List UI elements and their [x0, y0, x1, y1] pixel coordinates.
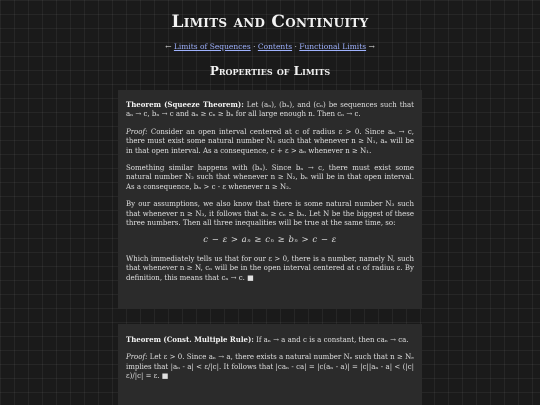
- theorem-text: If aₙ → a and c is a constant, then caₙ → ca.: [253, 336, 409, 344]
- prev-link[interactable]: Limits of Sequences: [173, 42, 251, 51]
- nav-separator: ·: [250, 42, 258, 51]
- proof-paragraph: Something similar happens with (bₙ). Since bₙ → c, there must exist some natural number N₂ such that whenever n ≥ N₂, bₙ will be in that open interval. As a consequence, bₙ > c - ε whenever n ≥ N₂.: [126, 164, 414, 191]
- theorem-statement: [126, 335, 414, 345]
- theorem-statement: [126, 100, 414, 120]
- proof-label: Proof:: [126, 127, 148, 136]
- proof-paragraph: [126, 353, 414, 381]
- proof-label: Proof:: [126, 353, 148, 362]
- contents-link[interactable]: Contents: [257, 42, 293, 51]
- theorem-label: Theorem (Const. Multiple Rule):: [126, 335, 254, 344]
- page-title: Limits and Continuity: [171, 12, 369, 32]
- prev-arrow-icon: ←: [165, 42, 172, 51]
- inequality-display: c − ε > aₙ ≥ cₙ ≥ bₙ > c − ε: [203, 235, 337, 246]
- proof-paragraph: [126, 128, 414, 156]
- proof-text: Let ε > 0. Since aₙ → a, there exists a natural number Nₑ such that n ≥ Nₑ implies that |aₙ - a| < ε/|c|. It follows that |caₙ - ca| = |c(aₙ - a)| = |c||aₙ - a| < (|c|ε)/|c| = ε. ■: [126, 353, 414, 381]
- section-title: Properties of Limits: [209, 64, 331, 78]
- nav-separator: ·: [292, 42, 300, 51]
- theorem-text: Let (aₙ), (bₙ), and (cₙ) be sequences such that aₙ → c, bₙ → c and aₙ ≥ cₙ ≥ bₙ for all large enough n. Then cₙ → c.: [126, 101, 414, 119]
- squeeze-theorem-card: [118, 90, 422, 309]
- next-link[interactable]: Functional Limits: [299, 42, 367, 51]
- next-arrow-icon: →: [368, 42, 375, 51]
- theorem-label: Theorem (Squeeze Theorem):: [126, 100, 244, 109]
- page-navigation: [0, 42, 540, 52]
- proof-paragraph: By our assumptions, we also know that there is some natural number N₃ such that whenever n ≥ N₃, it follows that aₙ ≥ cₙ ≥ bₙ. Let N be the biggest of these three numbers. Then all three inequalities will be true at the same time, so:: [126, 200, 414, 228]
- const-multiple-card: [118, 324, 422, 405]
- proof-text: Consider an open interval centered at c of radius ε > 0. Since aₙ → c, there must exist some natural number N₁ such that whenever n ≥ N₁, aₙ will be in that open interval. As a consequence, c + ε > aₙ whenever n ≥ N₁.: [126, 127, 414, 155]
- proof-paragraph: Which immediately tells us that for our ε > 0, there is a number, namely N, such that whenever n ≥ N, cₙ will be in the open interval centered at c of radius ε. By definition, this means that cₙ → c. ■: [126, 254, 414, 282]
